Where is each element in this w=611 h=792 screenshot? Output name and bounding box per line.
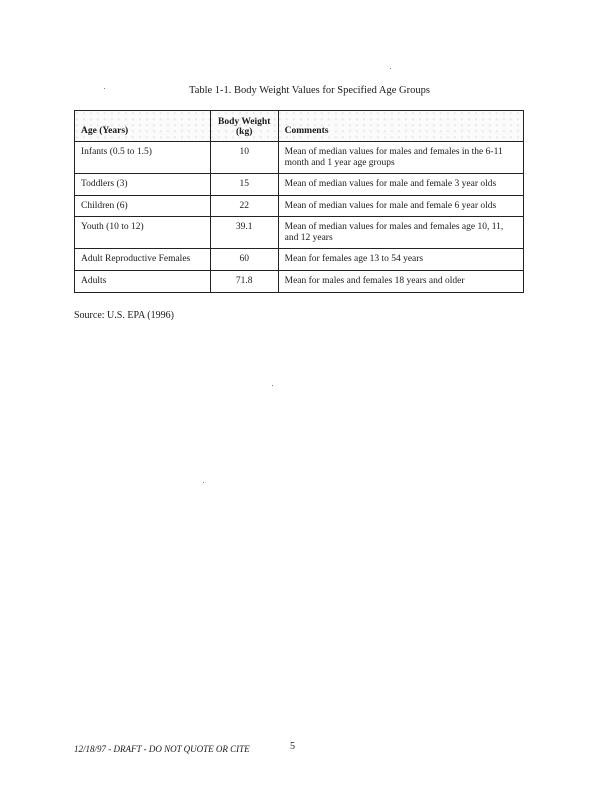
cell-weight: 39.1 <box>210 217 278 249</box>
cell-comment: Mean for males and females 18 years and older <box>278 271 523 293</box>
table-row <box>75 196 524 217</box>
scan-speck <box>390 68 391 69</box>
source-note: Source: U.S. EPA (1996) <box>74 310 174 321</box>
cell-weight: 15 <box>210 174 278 196</box>
draft-notice: 12/18/97 - DRAFT - DO NOT QUOTE OR CITE <box>74 744 250 754</box>
body-weight-table <box>74 110 524 293</box>
table-row <box>75 249 524 271</box>
header-body-weight <box>210 111 278 142</box>
cell-comment: Mean of median values for male and female 3 year olds <box>278 174 523 196</box>
header-body-weight-line1: Body Weight <box>218 117 271 127</box>
table-row <box>75 142 524 174</box>
scan-speck <box>104 88 105 89</box>
cell-comment: Mean of median values for males and females in the 6-11 month and 1 year age groups <box>278 142 523 174</box>
header-body-weight-line2: (kg) <box>236 127 253 137</box>
cell-age: Children (6) <box>75 196 211 217</box>
scan-speck <box>272 385 273 386</box>
cell-age: Adults <box>75 271 211 293</box>
cell-weight: 22 <box>210 196 278 217</box>
cell-age: Infants (0.5 to 1.5) <box>75 142 211 174</box>
table-row <box>75 271 524 293</box>
cell-weight: 71.8 <box>210 271 278 293</box>
cell-age: Adult Reproductive Females <box>75 249 211 271</box>
table-header-row <box>75 111 524 142</box>
cell-comment: Mean of median values for male and female 6 year olds <box>278 196 523 217</box>
table-row <box>75 174 524 196</box>
header-comments: Comments <box>278 111 523 142</box>
table-caption: Table 1-1. Body Weight Values for Specified Age Groups <box>189 85 430 96</box>
cell-weight: 60 <box>210 249 278 271</box>
cell-age: Youth (10 to 12) <box>75 217 211 249</box>
cell-comment: Mean for females age 13 to 54 years <box>278 249 523 271</box>
header-age: Age (Years) <box>75 111 211 142</box>
scan-speck <box>203 482 204 483</box>
page-number: 5 <box>290 741 295 752</box>
cell-weight: 10 <box>210 142 278 174</box>
cell-age: Toddlers (3) <box>75 174 211 196</box>
cell-comment: Mean of median values for males and females age 10, 11, and 12 years <box>278 217 523 249</box>
table-row <box>75 217 524 249</box>
